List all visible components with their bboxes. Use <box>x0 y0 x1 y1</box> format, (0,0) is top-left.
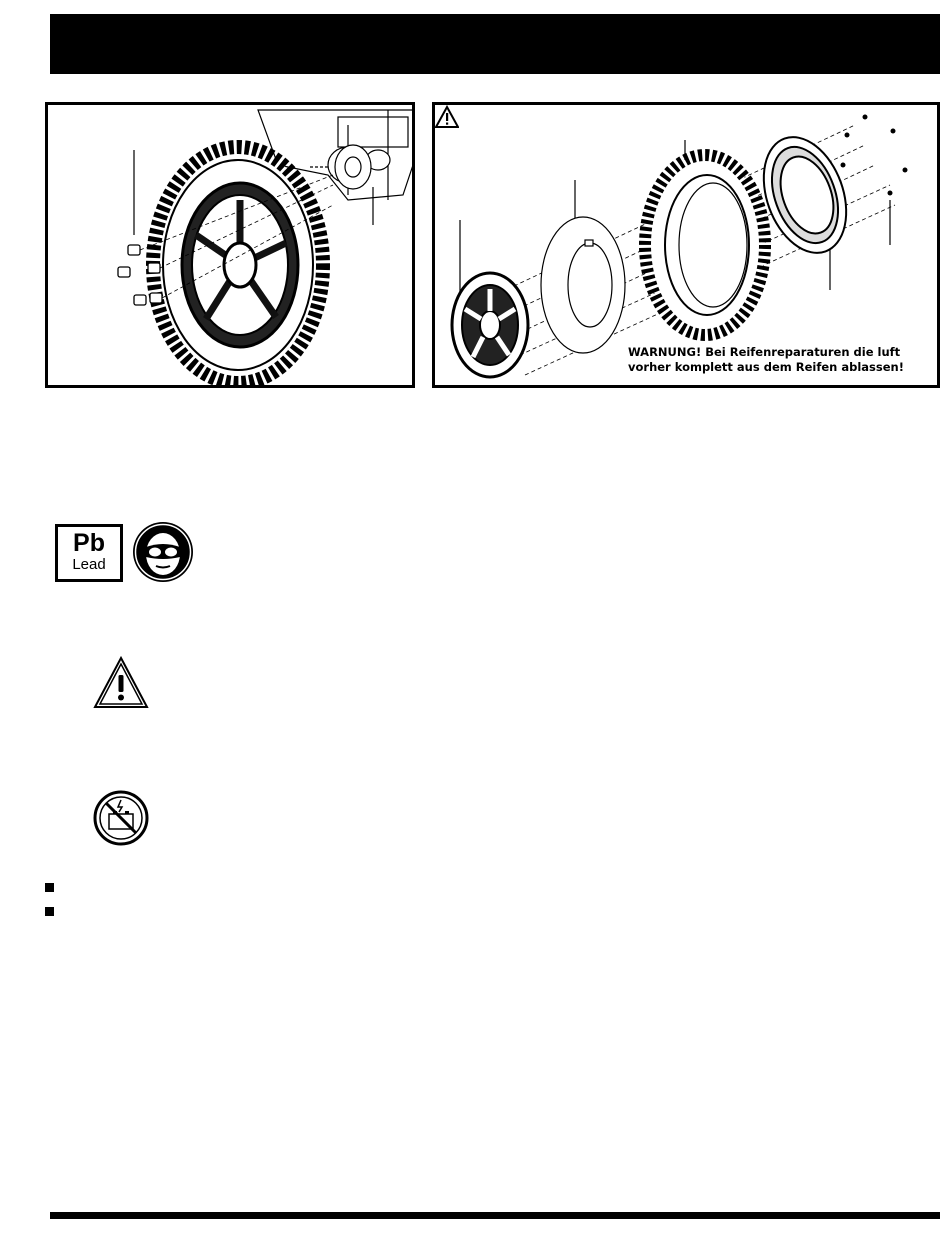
rim-half-outer <box>452 273 528 377</box>
wheel-removal-drawing <box>48 105 415 388</box>
tire-assembly-figure <box>432 102 940 388</box>
tire-deflate-warning <box>628 345 928 375</box>
inner-tube <box>541 217 625 353</box>
tire <box>645 155 765 335</box>
lead-warning-icon <box>55 524 123 582</box>
rim-half-inner <box>749 126 861 265</box>
header-bar <box>50 14 940 74</box>
bullet-marker <box>45 883 54 892</box>
eye-protection-icon <box>132 521 194 583</box>
caution-triangle-icon <box>93 655 149 711</box>
lead-symbol: Pb <box>73 529 105 557</box>
warning-triangle-icon <box>435 105 459 129</box>
screws <box>841 115 908 196</box>
bullet-marker <box>45 907 54 916</box>
wheel <box>153 147 323 383</box>
footer-rule <box>50 1212 940 1219</box>
no-battery-charging-icon <box>93 790 149 846</box>
warning-line-1: WARNUNG! Bei Reifenreparaturen die luft <box>628 345 901 359</box>
lead-name: Lead <box>72 556 106 573</box>
warning-line-2: vorher komplett aus dem Reifen ablassen! <box>628 360 904 374</box>
wheel-removal-figure <box>45 102 415 388</box>
